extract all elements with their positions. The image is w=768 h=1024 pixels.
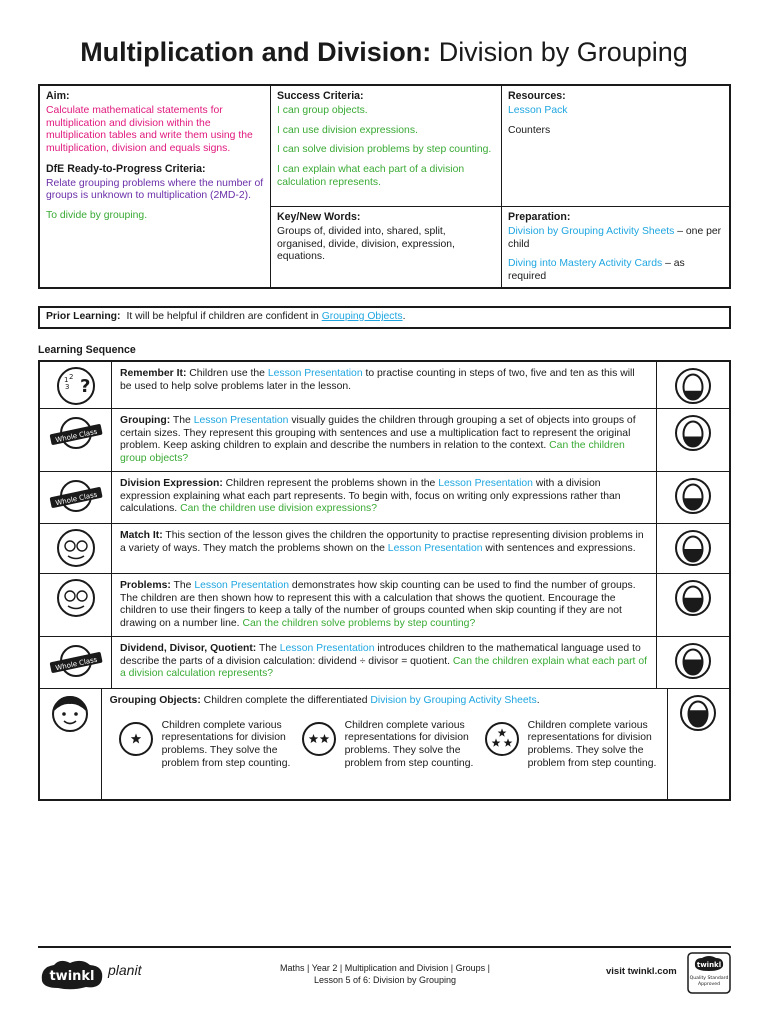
row-text: Problems: The Lesson Presentation demonstrates how skip counting can be used to find the number of groups. The children are then shown how to represent this with a calculation that shows the quotient. Encourage the children to use their fingers to keep a tally of the number of groups counted when skip counting if they are not drawing on a number line. Can the children solve problems by step counting?	[112, 574, 657, 636]
egg-timer-icon	[674, 477, 712, 515]
thinking-face-icon	[56, 366, 96, 406]
svg-text:Whole Class: Whole Class	[54, 427, 98, 445]
learning-sequence-title: Learning Sequence	[38, 344, 136, 356]
table-row	[40, 689, 729, 799]
preparation-item: Division by Grouping Activity Sheets – one per child	[508, 225, 722, 250]
row-text: Remember It: Children use the Lesson Presentation to practise counting in steps of two, five and ten as this will be used to help solve problems later in the lesson.	[112, 362, 657, 408]
lesson-presentation-link[interactable]: Lesson Presentation	[267, 368, 363, 379]
key-words-heading: Key/New Words:	[277, 211, 361, 223]
whole-class-icon	[47, 413, 105, 457]
table-row	[40, 574, 729, 637]
success-heading: Success Criteria:	[277, 90, 364, 102]
egg-timer-icon	[674, 579, 712, 617]
key-words-text: Groups of, divided into, shared, split, organised, divide, division, expression, equations.	[277, 225, 455, 263]
resources-cell	[502, 86, 729, 207]
lesson-presentation-link[interactable]: Lesson Presentation	[193, 415, 289, 426]
resource-item: Counters	[508, 124, 551, 136]
table-row	[40, 472, 729, 524]
egg-timer-icon	[674, 414, 712, 452]
table-row	[40, 409, 729, 472]
preparation-cell	[502, 207, 729, 287]
row-text: Dividend, Divisor, Quotient: The Lesson Presentation introduces children to the mathematical language used to describe the parts of a division calculation: dividend ÷ divisor = quotient. Can the children explain what each part of a division calculation represents?	[112, 637, 657, 688]
svg-text:Approved: Approved	[697, 982, 721, 987]
lesson-presentation-link[interactable]: Lesson Presentation	[194, 580, 290, 591]
dfe-heading: DfE Ready-to-Progress Criteria:	[46, 162, 206, 175]
group-two-star	[293, 720, 476, 771]
svg-text:Quality Standard: Quality Standard	[689, 976, 729, 981]
success-item: I can group objects.	[277, 104, 368, 116]
dfe-text: Relate grouping problems where the number of groups is unknown to multiplication (2MD-2).	[46, 177, 264, 202]
activity-sheets-link[interactable]: Division by Grouping Activity Sheets	[370, 695, 537, 706]
whole-class-icon	[47, 476, 105, 520]
pair-faces-icon	[56, 528, 96, 568]
star-badge-icon	[118, 721, 154, 757]
table-row	[40, 362, 729, 409]
star-badge-icon	[484, 721, 520, 757]
preparation-heading: Preparation:	[508, 211, 571, 223]
lesson-presentation-link[interactable]: Lesson Presentation	[279, 643, 375, 654]
row-text: Division Expression: Children represent the problems shown in the Lesson Presentation with a division expression explaining what each part represents. To begin with, focus on writing only expressions rather than calculations. Can the children use division expressions?	[112, 472, 657, 523]
egg-timer-icon	[679, 694, 717, 732]
lesson-overview-table	[38, 84, 731, 289]
aim-text: Calculate mathematical statements for multiplication and division within the multiplication tables and write them using the multiplication, division and equals signs.	[46, 104, 253, 154]
key-words-cell	[271, 207, 502, 287]
group-three-star	[476, 720, 659, 771]
table-row	[40, 637, 729, 689]
visit-twinkl-link[interactable]: visit twinkl.com	[606, 966, 677, 977]
svg-text:1: 1	[63, 376, 68, 384]
twinkl-logo	[38, 957, 106, 991]
row-text: Grouping Objects: Children complete the differentiated Division by Grouping Activity Sheets. Children complete various representations for division problems. They solve the problem from step counting. Children complete various representations for division problems. They solve the problem from step counting. Children complete various representations for division problems. They solve the problem from step counting.	[102, 689, 668, 799]
quality-standard-badge	[687, 952, 731, 994]
row-text: Grouping: The Lesson Presentation visually guides the children through grouping a set of objects into groups of certain sizes. They represent this grouping with sentences and use a multiplication fact to represent the original problem. Keep asking children to explain and describe the numbers in relation to the context. Can the children group objects?	[112, 409, 657, 471]
learning-sequence-table	[38, 360, 731, 801]
svg-text:3: 3	[64, 383, 69, 391]
whole-class-icon	[47, 641, 105, 685]
group-one-star	[110, 720, 293, 771]
group-text: Children complete various representations for division problems. They solve the problem from step counting.	[527, 719, 657, 769]
success-item: I can explain what each part of a division calculation represents.	[277, 163, 465, 188]
aim-cell	[40, 86, 271, 287]
svg-text:?: ?	[79, 376, 90, 397]
aim-heading: Aim:	[46, 90, 70, 102]
page-title: Multiplication and Division: Division by Grouping	[80, 37, 688, 67]
activity-sheets-link[interactable]: Division by Grouping Activity Sheets	[508, 225, 675, 237]
preparation-item: Diving into Mastery Activity Cards – as required	[508, 258, 685, 282]
success-criteria-cell	[271, 86, 502, 207]
footer-lesson-info: Maths | Year 2 | Multiplication and Division | Groups | Lesson 5 of 6: Division by Grouping	[280, 963, 490, 986]
grouping-objects-link[interactable]: Grouping Objects	[321, 311, 403, 322]
mastery-cards-link[interactable]: Diving into Mastery Activity Cards	[508, 258, 663, 270]
lesson-presentation-link[interactable]: Lesson Presentation	[438, 478, 533, 489]
svg-text:2: 2	[68, 373, 73, 381]
success-item: I can solve division problems by step counting.	[277, 144, 492, 156]
svg-text:twinkl: twinkl	[49, 969, 95, 984]
success-item: I can use division expressions.	[277, 124, 418, 136]
egg-timer-icon	[674, 529, 712, 567]
child-face-icon	[50, 693, 90, 733]
prior-learning-label: Prior Learning:	[46, 311, 121, 322]
egg-timer-icon	[674, 642, 712, 680]
differentiation-groups	[110, 720, 659, 771]
table-row	[40, 524, 729, 574]
svg-text:twinkl: twinkl	[696, 961, 722, 969]
lesson-pack-link[interactable]: Lesson Pack	[508, 104, 568, 116]
lesson-presentation-link[interactable]: Lesson Presentation	[387, 542, 483, 554]
resources-heading: Resources:	[508, 90, 566, 102]
row-text: Match It: This section of the lesson gives the children the opportunity to practise representing division problems in a variety of ways. They match the problems shown on the Lesson Presentation with sentences and expressions.	[112, 524, 657, 573]
star-badge-icon	[301, 721, 337, 757]
pair-faces-icon	[56, 578, 96, 618]
footer-divider	[38, 946, 731, 948]
group-text: Children complete various representations for division problems. They solve the problem from step counting.	[161, 719, 291, 769]
prior-learning: Prior Learning: It will be helpful if children are confident in Grouping Objects.	[38, 306, 731, 329]
svg-text:Whole Class: Whole Class	[54, 490, 98, 508]
egg-timer-icon	[674, 367, 712, 405]
svg-text:Whole Class: Whole Class	[54, 655, 98, 673]
group-text: Children complete various representations for division problems. They solve the problem from step counting.	[344, 719, 474, 769]
planit-logo: planit	[108, 962, 142, 978]
aim-goal: To divide by grouping.	[46, 209, 148, 221]
